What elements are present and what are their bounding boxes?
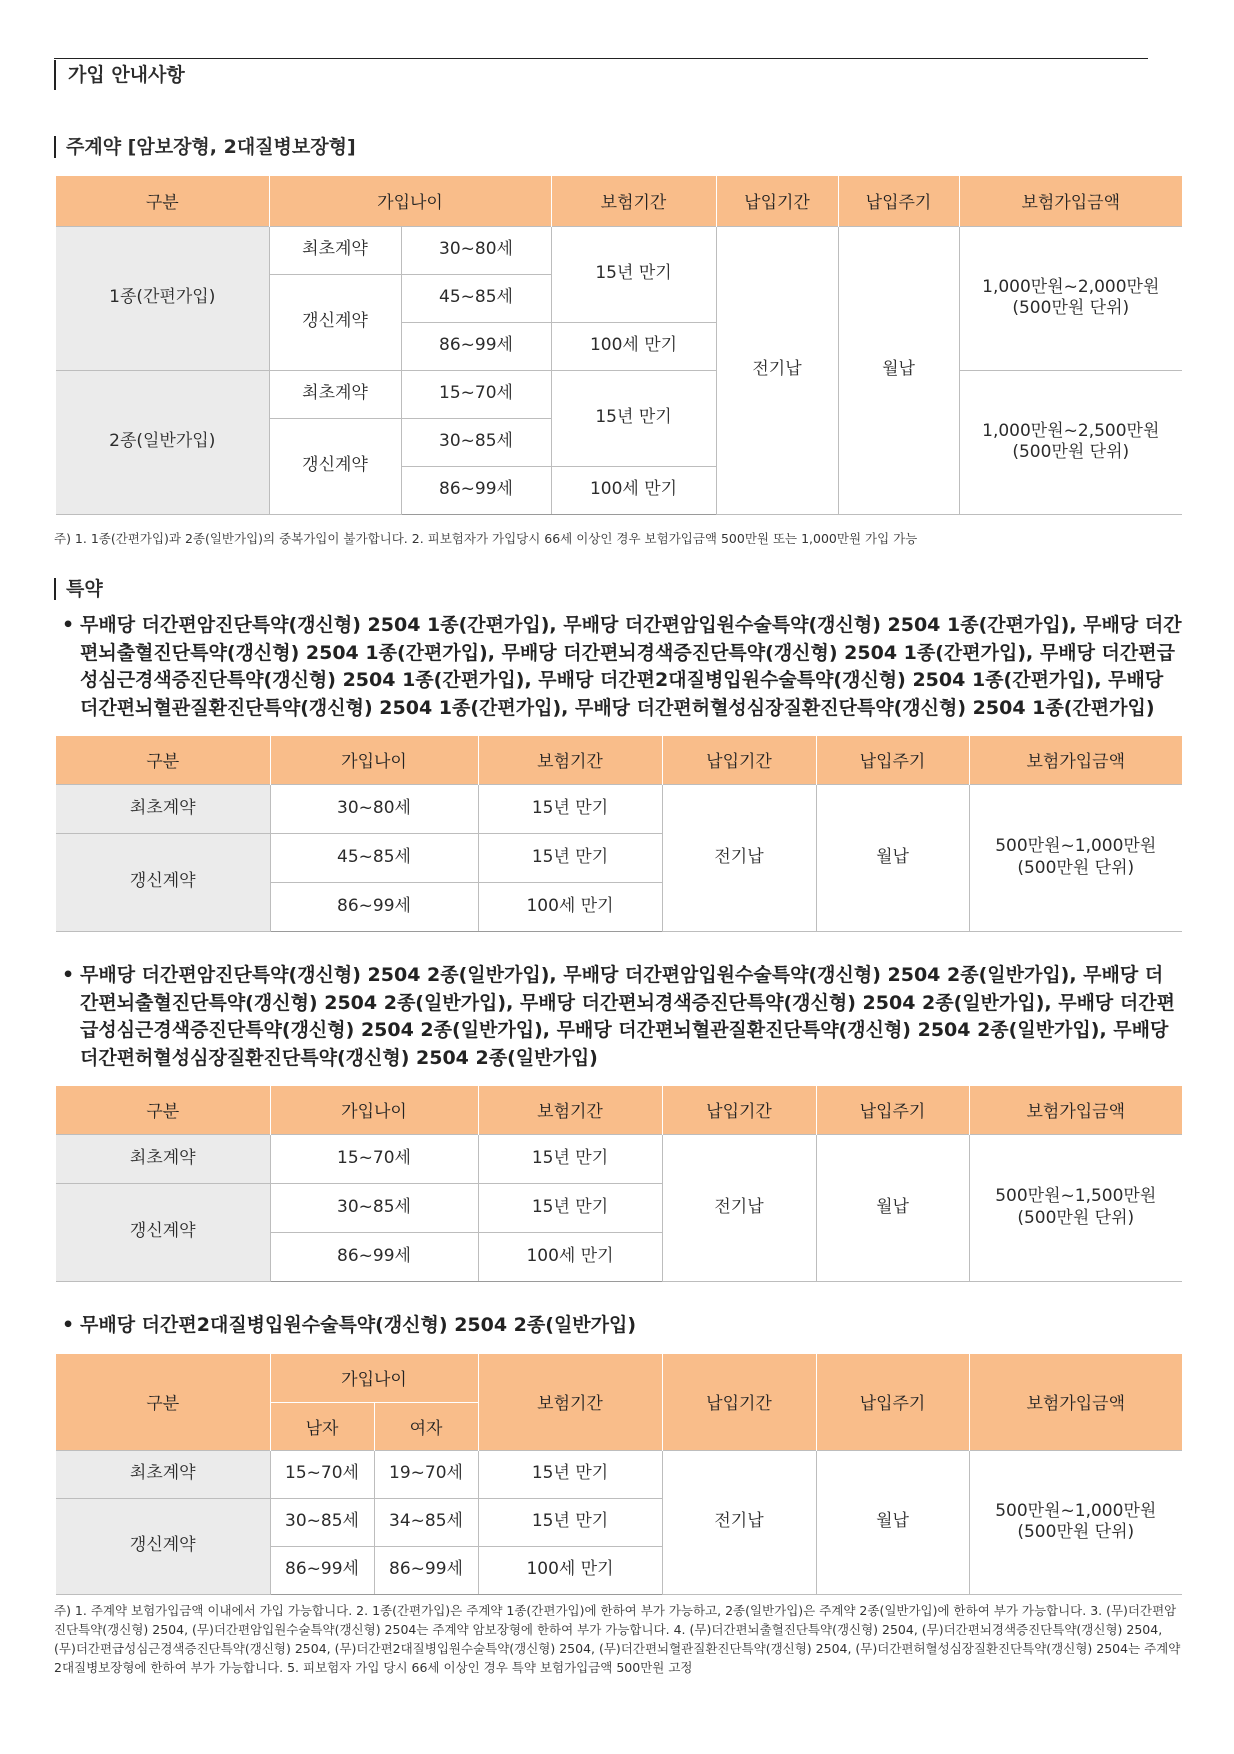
payment-cycle-cell: 월납 (816, 1134, 969, 1281)
period-cell: 15년 만기 (478, 1134, 662, 1183)
period-cell: 15년 만기 (478, 833, 662, 882)
header-payment-cycle: 납입주기 (816, 1086, 969, 1134)
rider-list-item (62, 1312, 1182, 1340)
amount-cell (959, 226, 1182, 370)
header-payment-period: 납입기간 (662, 1086, 816, 1134)
rider-table-1 (56, 736, 1182, 932)
amount-unit: (500만원 단위) (1017, 1522, 1135, 1542)
header-age: 가입나이 (270, 1354, 478, 1402)
first-contract-label: 최초계약 (56, 784, 270, 833)
rider-table-3 (56, 1354, 1182, 1595)
top-rule (54, 58, 1148, 59)
rider-names: 무배당 더간편암진단특약(갱신형) 2504 1종(간편가입), 무배당 더간편암입원수술특약(갱신형) 2504 1종(간편가입), 무배당 더간편뇌출혈진단특약(갱신형) 2504 1종(간편가입), 무배당 더간편뇌경색증진단특약(갱신형) 2504 1종(간편가입), 무배당 더간편급성심근경색증진단특약(갱신형) 2504 1종(간편가입), 무배당 더간편2대질병입원수술특약(갱신형) 2504 1종(간편가입), 무배당 더간편뇌혈관질환진단특약(갱신형) 2504 1종(간편가입), 무배당 더간편허혈성심장질환진단특약(갱신형) 2504 1종(간편가입) (80, 614, 1182, 719)
amount-unit: (500만원 단위) (1012, 442, 1130, 462)
amount-range: 500만원~1,500만원 (995, 1186, 1157, 1207)
header-payment-period: 납입기간 (662, 1354, 816, 1450)
header-amount: 보험가입금액 (969, 736, 1182, 784)
payment-period-cell: 전기납 (662, 784, 816, 931)
age-cell: 86~99세 (270, 1232, 478, 1281)
header-amount: 보험가입금액 (959, 176, 1182, 226)
type2-label: 2종(일반가입) (56, 370, 269, 514)
amount-range: 500만원~1,000만원 (995, 1500, 1157, 1521)
rider-note: 주) 1. 주계약 보험가입금액 이내에서 가입 가능합니다. 2. 1종(간편가입)은 주계약 1종(간편가입)에 한하여 부가 가능하고, 2종(일반가입)은 주계약 2종(일반가입)에 한하여 부가 가능합니다. 3. (무)더간편암진단특약(갱신형) 2504, (무)더간편암입원수술특약(갱신형) 2504는 주계약 암보장형에 한하여 부가 가능합니다. 4. (무)더간편뇌출혈진단특약(갱신형) 2504, (무)더간편뇌경색증진단특약(갱신형) 2504, (무)더간편급성심근경색증진단특약(갱신형) 2504, (무)더간편2대질병입원수술특약(갱신형) 2504, (무)더간편뇌혈관질환진단특약(갱신형) 2504, (무)더간편허혈성심장질환진단특약(갱신형) 2504는 주계약 2대질병보장형에 한하여 부가 가능합니다. 5. 피보험자 가입 당시 66세 이상인 경우 특약 보험가입금액 500만원 고정 (54, 1603, 1181, 1675)
page-title: 가입 안내사항 (54, 60, 185, 90)
header-insurance-period: 보험기간 (478, 1354, 662, 1450)
renewal-contract-label: 갱신계약 (56, 1498, 270, 1594)
renewal-contract-label: 갱신계약 (56, 1183, 270, 1281)
age-cell: 45~85세 (401, 274, 551, 322)
first-contract-label: 최초계약 (269, 370, 401, 418)
period-cell: 100세 만기 (551, 466, 716, 514)
rider-heading: 특약 (54, 578, 103, 600)
period-cell: 15년 만기 (551, 226, 716, 322)
amount-cell (959, 370, 1182, 514)
amount-unit: (500만원 단위) (1012, 298, 1130, 318)
age-cell: 30~80세 (270, 784, 478, 833)
header-payment-period: 납입기간 (662, 736, 816, 784)
amount-range: 500만원~1,000만원 (995, 836, 1157, 857)
first-contract-label: 최초계약 (56, 1134, 270, 1183)
rider-names: 무배당 더간편2대질병입원수술특약(갱신형) 2504 2종(일반가입) (80, 1314, 637, 1336)
period-cell: 15년 만기 (478, 1183, 662, 1232)
age-cell: 15~70세 (401, 370, 551, 418)
age-cell: 30~85세 (401, 418, 551, 466)
female-age-cell: 19~70세 (374, 1450, 478, 1498)
header-amount: 보험가입금액 (969, 1354, 1182, 1450)
header-category: 구분 (56, 176, 269, 226)
header-insurance-period: 보험기간 (551, 176, 716, 226)
payment-period-cell: 전기납 (662, 1134, 816, 1281)
male-age-cell: 86~99세 (270, 1546, 374, 1594)
header-category: 구분 (56, 1354, 270, 1450)
age-cell: 45~85세 (270, 833, 478, 882)
rider-list-item (62, 962, 1182, 1072)
bullet: • (62, 964, 75, 986)
age-cell: 86~99세 (270, 882, 478, 931)
female-age-cell: 86~99세 (374, 1546, 478, 1594)
payment-cycle-cell: 월납 (816, 784, 969, 931)
renewal-contract-label: 갱신계약 (56, 833, 270, 931)
period-cell: 100세 만기 (478, 1232, 662, 1281)
first-contract-label: 최초계약 (269, 226, 401, 274)
header-payment-cycle: 납입주기 (816, 736, 969, 784)
header-payment-period: 납입기간 (716, 176, 838, 226)
amount-unit: (500만원 단위) (1017, 1207, 1135, 1228)
payment-cycle-cell: 월납 (838, 226, 959, 514)
rider-list-item (62, 612, 1182, 722)
type1-label: 1종(간편가입) (56, 226, 269, 370)
payment-period-cell: 전기납 (716, 226, 838, 514)
age-cell: 86~99세 (401, 322, 551, 370)
payment-cycle-cell: 월납 (816, 1450, 969, 1594)
main-contract-note: 주) 1. 1종(간편가입)과 2종(일반가입)의 중복가입이 불가합니다. 2. 피보험자가 가입당시 66세 이상인 경우 보험가입금액 500만원 또는 1,000만원 가입 가능 (54, 531, 918, 546)
bullet: • (62, 1314, 75, 1336)
first-contract-label: 최초계약 (56, 1450, 270, 1498)
renewal-contract-label: 갱신계약 (269, 418, 401, 514)
header-age: 가입나이 (270, 736, 478, 784)
rider-table-2 (56, 1086, 1182, 1282)
period-cell: 15년 만기 (478, 1450, 662, 1498)
male-age-cell: 30~85세 (270, 1498, 374, 1546)
period-cell: 100세 만기 (551, 322, 716, 370)
header-insurance-period: 보험기간 (478, 1086, 662, 1134)
female-age-cell: 34~85세 (374, 1498, 478, 1546)
amount-cell (969, 1450, 1182, 1594)
header-age: 가입나이 (270, 1086, 478, 1134)
main-contract-table (56, 176, 1182, 515)
age-cell: 86~99세 (401, 466, 551, 514)
header-payment-cycle: 납입주기 (838, 176, 959, 226)
main-contract-heading: 주계약 [암보장형, 2대질병보장형] (54, 136, 356, 158)
amount-range: 1,000만원~2,500만원 (982, 420, 1160, 441)
header-payment-cycle: 납입주기 (816, 1354, 969, 1450)
rider-names: 무배당 더간편암진단특약(갱신형) 2504 2종(일반가입), 무배당 더간편암입원수술특약(갱신형) 2504 2종(일반가입), 무배당 더 간편뇌출혈진단특약(갱신형) 2504 2종(일반가입), 무배당 더간편뇌경색증진단특약(갱신형) 2504 2종(일반가입), 무배당 더간편급성심근경색증진단특약(갱신형) 2504 2종(일반가입), 무배당 더간편뇌혈관질환진단특약(갱신형) 2504 2종(일반가입), 무배당 더간편허혈성심장질환진단특약(갱신형) 2504 2종(일반가입) (80, 964, 1175, 1069)
period-cell: 15년 만기 (551, 370, 716, 466)
header-age: 가입나이 (269, 176, 551, 226)
amount-range: 1,000만원~2,000만원 (982, 276, 1160, 297)
amount-cell (969, 784, 1182, 931)
amount-cell (969, 1134, 1182, 1281)
period-cell: 100세 만기 (478, 1546, 662, 1594)
period-cell: 15년 만기 (478, 784, 662, 833)
age-cell: 30~80세 (401, 226, 551, 274)
renewal-contract-label: 갱신계약 (269, 274, 401, 370)
header-category: 구분 (56, 736, 270, 784)
amount-unit: (500만원 단위) (1017, 857, 1135, 878)
header-insurance-period: 보험기간 (478, 736, 662, 784)
period-cell: 15년 만기 (478, 1498, 662, 1546)
payment-period-cell: 전기납 (662, 1450, 816, 1594)
male-age-cell: 15~70세 (270, 1450, 374, 1498)
age-cell: 15~70세 (270, 1134, 478, 1183)
age-cell: 30~85세 (270, 1183, 478, 1232)
period-cell: 100세 만기 (478, 882, 662, 931)
header-amount: 보험가입금액 (969, 1086, 1182, 1134)
header-male: 남자 (270, 1402, 374, 1450)
header-category: 구분 (56, 1086, 270, 1134)
header-female: 여자 (374, 1402, 478, 1450)
bullet: • (62, 614, 75, 636)
